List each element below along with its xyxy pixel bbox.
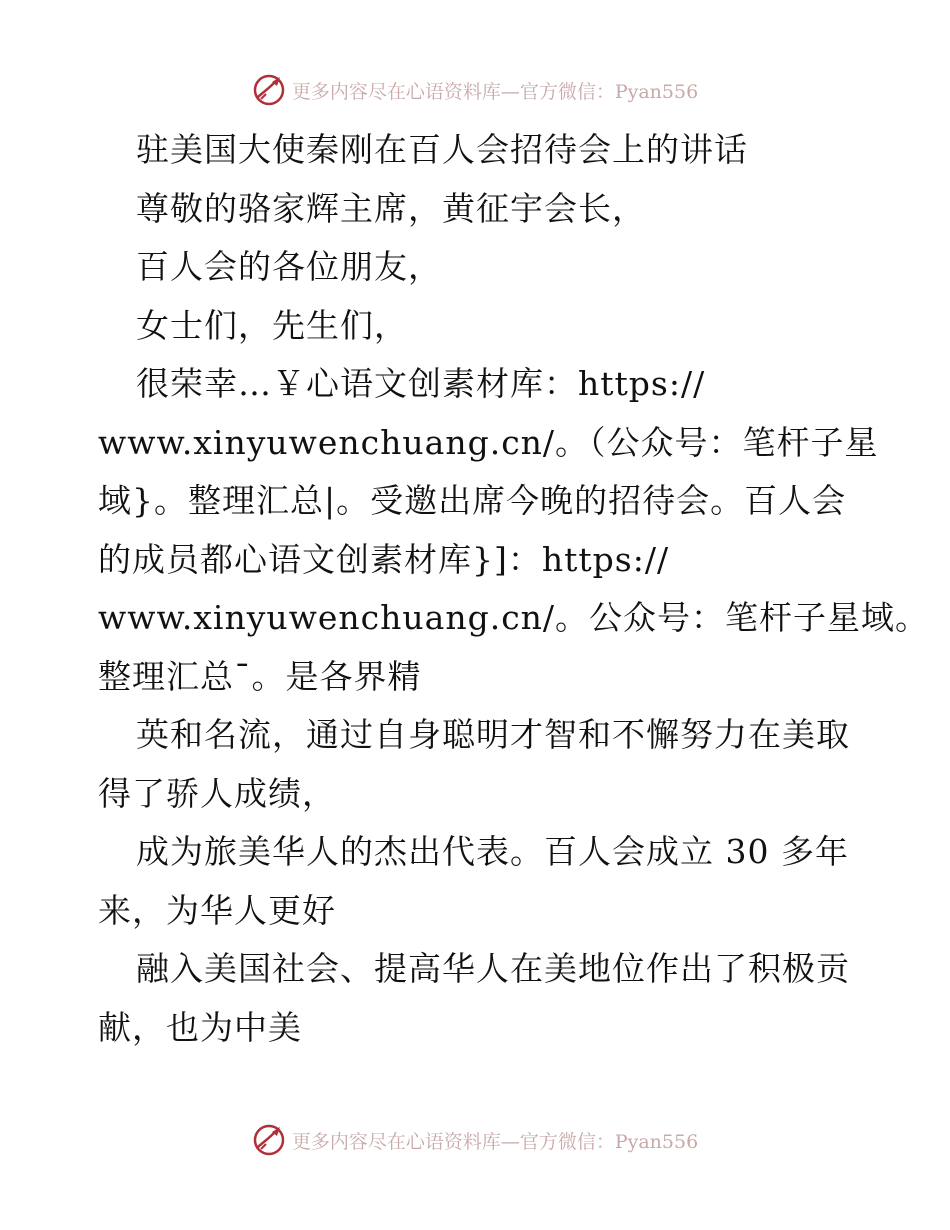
paragraph-line: 域}。整理汇总|。受邀出席今晚的招待会。百人会 [98,481,847,520]
salutation-line: 百人会的各位朋友， [136,247,442,286]
paragraph-line: 献，也为中美 [98,1007,302,1047]
paragraph-line: 整理汇总¯。是各界精 [98,656,422,696]
salutation-line: 女士们，先生们， [136,305,408,345]
footer-watermark [0,1120,950,1160]
quill-pen-logo-icon [252,73,286,107]
paragraph-line: 得了骄人成绩， [98,773,336,813]
paragraph-line: 很荣幸…￥心语文创素材库：https:// [136,364,706,403]
paragraph-line: www.xinyuwenchuang.cn/。公众号：笔杆子星域。 [98,598,930,637]
paragraph-line: 的成员都心语文创素材库}]：https:// [98,539,670,579]
paragraph-line: www.xinyuwenchuang.cn/。（公众号：笔杆子星 [98,422,879,462]
header-watermark [0,70,950,110]
paragraph-line: 来，为华人更好 [98,890,336,930]
salutation-line: 尊敬的骆家辉主席，黄征宇会长， [136,188,646,228]
paragraph-line: 融入美国社会、提高华人在美地位作出了积极贡 [136,949,850,988]
paragraph-line: 成为旅美华人的杰出代表。百人会成立 30 多年 [136,832,849,871]
document-title: 驻美国大使秦刚在百人会招待会上的讲话 [136,130,748,169]
paragraph-line: 英和名流，通过自身聪明才智和不懈努力在美取 [136,715,850,754]
watermark-text: 更多内容尽在心语资料库—官方微信：Pyan556 [291,80,699,103]
quill-pen-logo-icon [252,1123,286,1157]
watermark-text: 更多内容尽在心语资料库—官方微信：Pyan556 [291,1130,699,1153]
document-body [98,121,930,1057]
